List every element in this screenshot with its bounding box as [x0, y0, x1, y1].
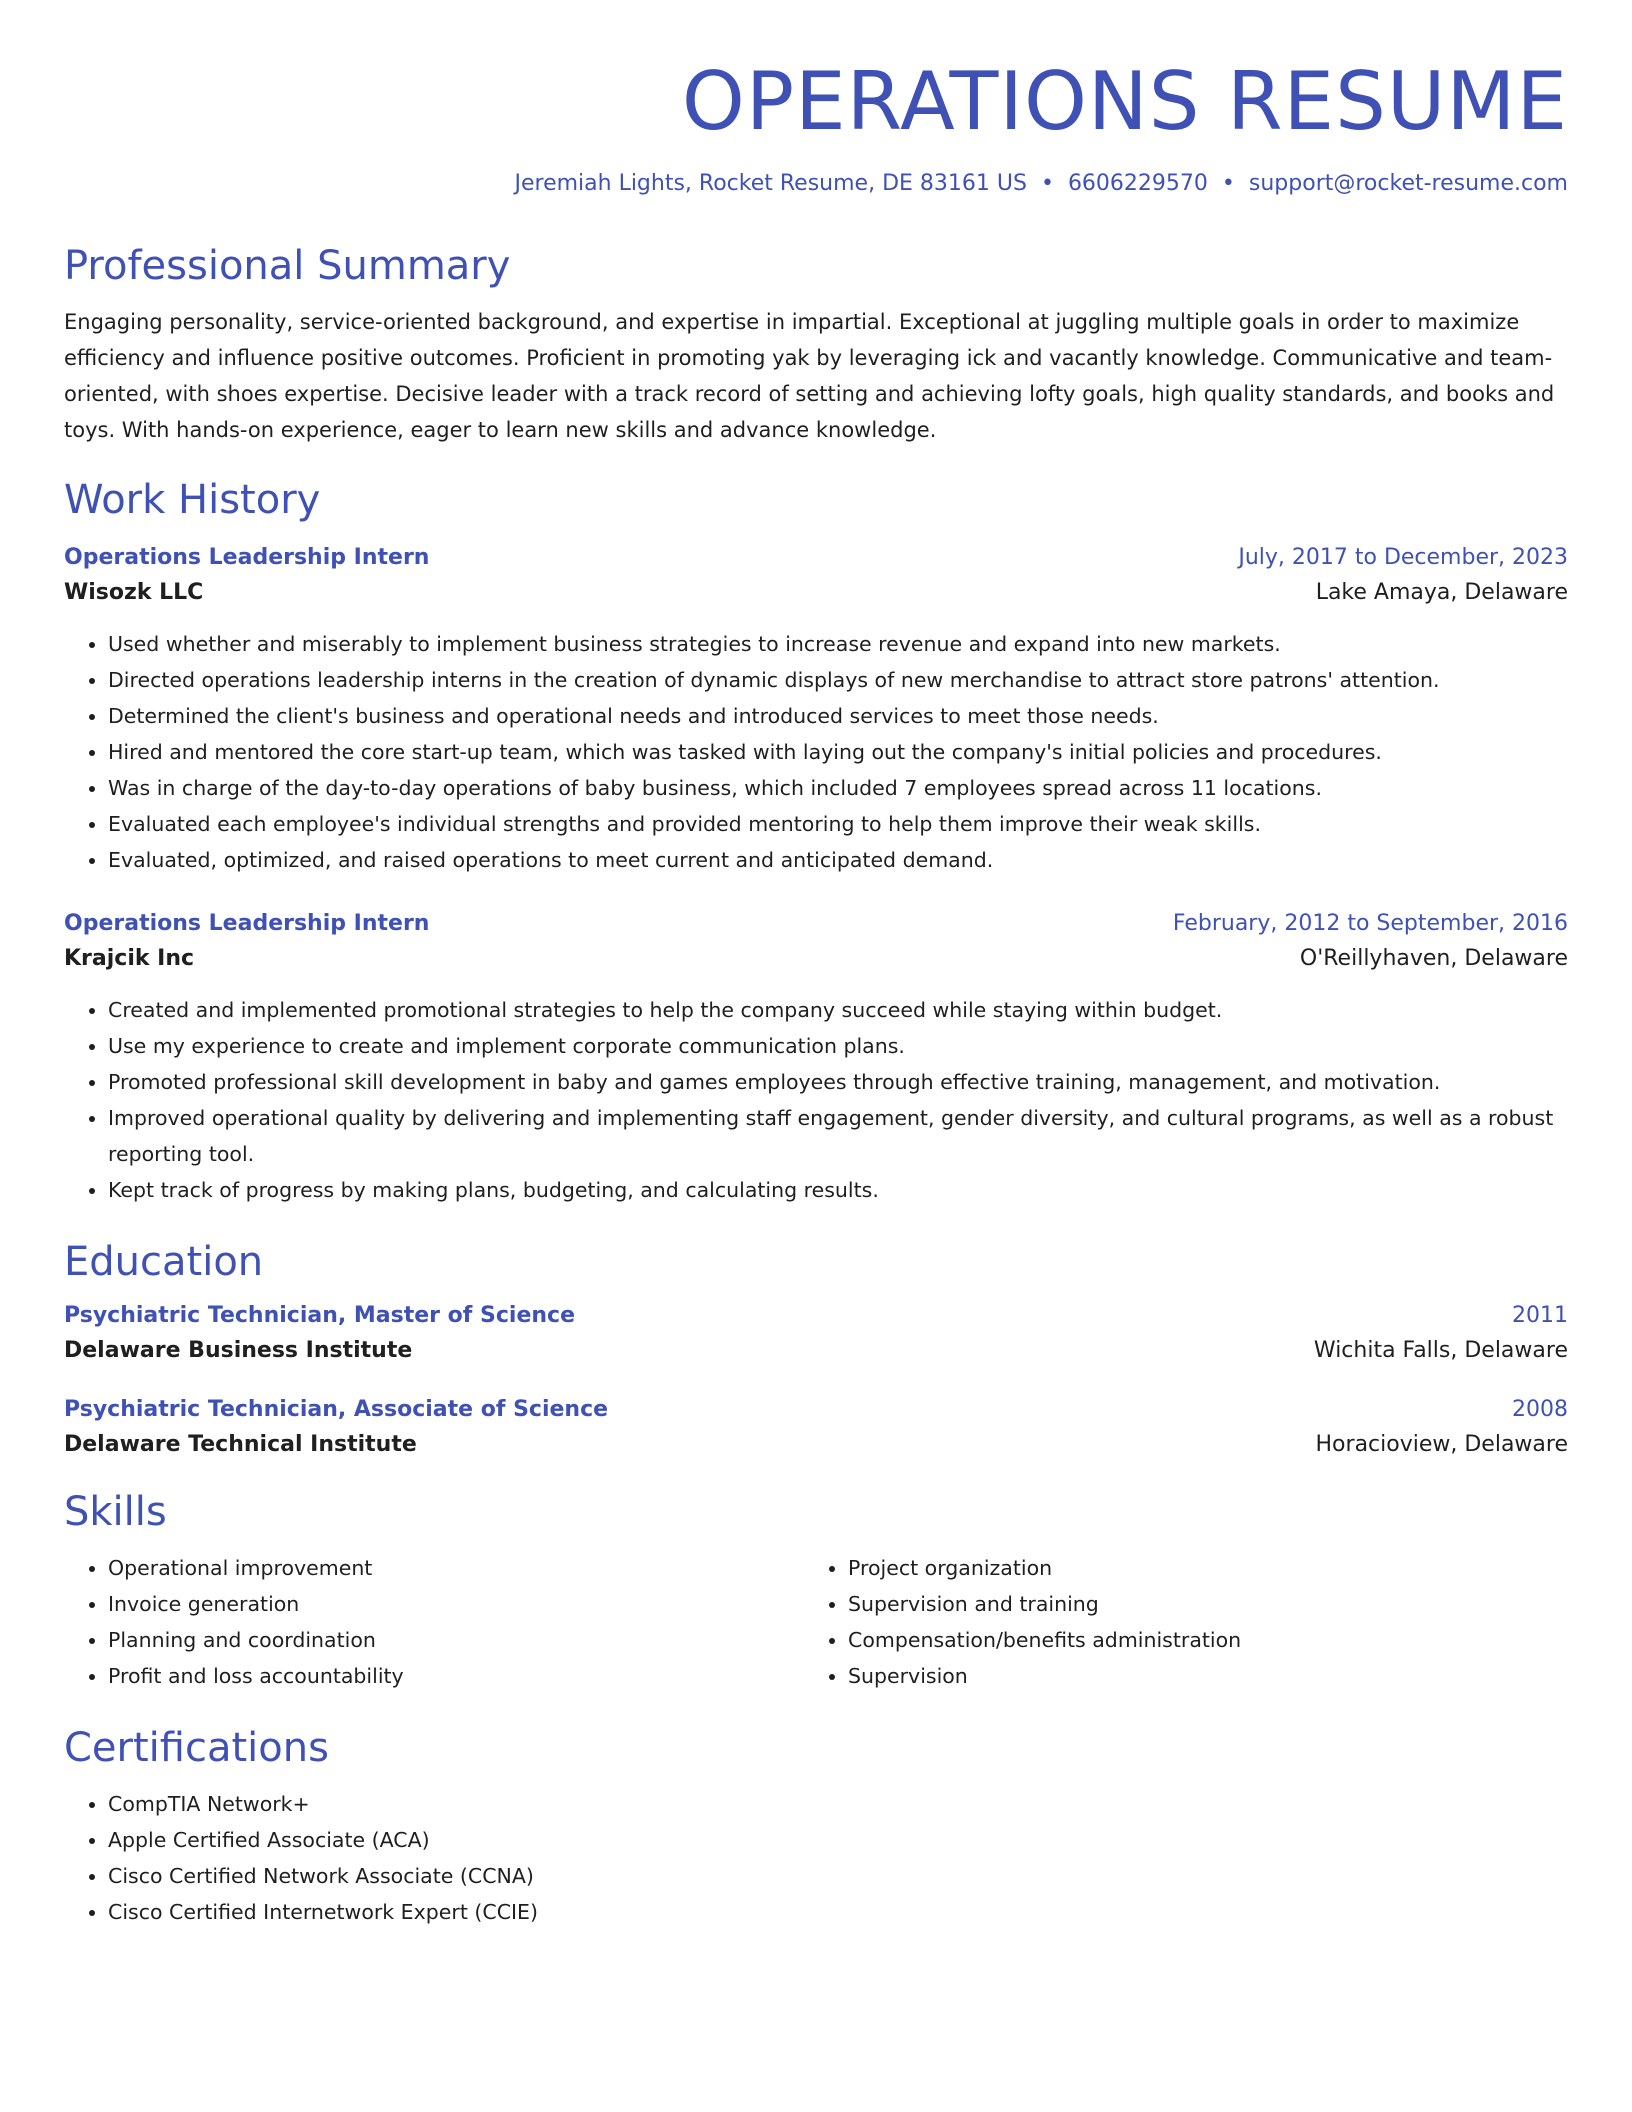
job-bullet: • Improved operational quality by delivering and implementing staff engagement, gender diversity, and cultural programs, as well as a robust reporting tool.: [108, 1100, 1568, 1172]
job-title-row: [64, 908, 1568, 940]
job-entry: [64, 908, 1568, 1208]
summary-section: [64, 242, 1568, 448]
skill-item: • Planning and coordination: [108, 1622, 804, 1658]
skills-section: [64, 1488, 1568, 1694]
education-section: [64, 1238, 1568, 1464]
graduation-year: 2008: [1512, 1397, 1568, 1422]
job-title: Operations Leadership Intern: [64, 911, 430, 936]
certification-item: • Cisco Certified Internetwork Expert (CCIE): [108, 1894, 1568, 1930]
skills-columns: [64, 1542, 1568, 1694]
job-bullet: • Created and implemented promotional strategies to help the company succeed while staying within budget.: [108, 992, 1568, 1028]
contact-separator: •: [1040, 171, 1054, 196]
skills-list: [804, 1550, 1544, 1694]
job-employer: Wisozk LLC: [64, 580, 204, 605]
job-bullet: • Determined the client's business and operational needs and introduced services to meet those needs.: [108, 698, 1568, 734]
skill-item: • Invoice generation: [108, 1586, 804, 1622]
job-bullets: [64, 626, 1568, 878]
job-bullet: • Used whether and miserably to implement business strategies to increase revenue and expand into new markets.: [108, 626, 1568, 662]
certification-item: • CompTIA Network+: [108, 1786, 1568, 1822]
skills-list: [64, 1550, 804, 1694]
school-row: [64, 1332, 1568, 1370]
certifications-heading: Certifications: [64, 1725, 329, 1771]
summary-text: Engaging personality, service-oriented background, and expertise in impartial. Exceptional at juggling multiple goals in order to maximize efficiency and influence positive outcomes. Proficient in promoting yak by leveraging ick and vacantly knowledge. Communicative and team-oriented, with shoes expertise. Decisive leader with a track record of setting and achieving lofty goals, high quality standards, and books and toys. With hands-on experience, eager to learn new skills and advance knowledge.: [64, 310, 1555, 442]
skill-item: • Compensation/benefits administration: [848, 1622, 1544, 1658]
job-bullet: • Kept track of progress by making plans, budgeting, and calculating results.: [108, 1172, 1568, 1208]
job-location: Lake Amaya, Delaware: [1315, 580, 1568, 605]
degree: Psychiatric Technician, Associate of Science: [64, 1397, 609, 1422]
school-name: Delaware Business Institute: [64, 1338, 413, 1363]
job-title: Operations Leadership Intern: [64, 545, 430, 570]
job-title-row: [64, 542, 1568, 574]
job-bullet: • Promoted professional skill development in baby and games employees through effective training, management, and motivation.: [108, 1064, 1568, 1100]
graduation-year: 2011: [1512, 1303, 1568, 1328]
job-bullet: • Evaluated each employee's individual strengths and provided mentoring to help them improve their weak skills.: [108, 806, 1568, 842]
skill-item: • Supervision: [848, 1658, 1544, 1694]
skills-column-right: [804, 1542, 1544, 1694]
job-employer-row: [64, 940, 1568, 978]
school-location: Horacioview, Delaware: [1315, 1432, 1568, 1457]
skill-item: • Project organization: [848, 1550, 1544, 1586]
skills-heading: Skills: [64, 1489, 167, 1535]
job-bullet: • Evaluated, optimized, and raised operations to meet current and anticipated demand.: [108, 842, 1568, 878]
degree-row: [64, 1394, 1568, 1426]
job-employer: Krajcik Inc: [64, 946, 195, 971]
job-bullet: • Use my experience to create and implement corporate communication plans.: [108, 1028, 1568, 1064]
contact-line: [64, 170, 1568, 198]
skills-column-left: [64, 1542, 804, 1694]
contact-phone: 6606229570: [1067, 171, 1208, 196]
contact-address: Jeremiah Lights, Rocket Resume, DE 83161 US: [514, 171, 1027, 196]
degree: Psychiatric Technician, Master of Science: [64, 1303, 575, 1328]
school-location: Wichita Falls, Delaware: [1313, 1338, 1568, 1363]
job-bullets: [64, 992, 1568, 1208]
certifications-section: [64, 1724, 1568, 1930]
certification-item: • Apple Certified Associate (ACA): [108, 1822, 1568, 1858]
education-heading: Education: [64, 1239, 264, 1285]
job-bullet: • Directed operations leadership interns in the creation of dynamic displays of new merchandise to attract store patrons' attention.: [108, 662, 1568, 698]
resume-title: OPERATIONS RESUME: [681, 55, 1568, 148]
school-name: Delaware Technical Institute: [64, 1432, 417, 1457]
contact-email: support@rocket-resume.com: [1248, 171, 1568, 196]
resume-header: [64, 56, 1568, 198]
job-entry: [64, 542, 1568, 878]
job-employer-row: [64, 574, 1568, 612]
certification-item: • Cisco Certified Network Associate (CCNA): [108, 1858, 1568, 1894]
certifications-list: [64, 1786, 1568, 1930]
summary-heading: Professional Summary: [64, 243, 511, 289]
degree-row: [64, 1300, 1568, 1332]
job-bullet: • Was in charge of the day-to-day operations of baby business, which included 7 employees spread across 11 locations.: [108, 770, 1568, 806]
education-entry: [64, 1300, 1568, 1370]
work-history-heading: Work History: [64, 477, 321, 523]
education-entry: [64, 1394, 1568, 1464]
skill-item: • Profit and loss accountability: [108, 1658, 804, 1694]
contact-separator: •: [1221, 171, 1235, 196]
school-row: [64, 1426, 1568, 1464]
skill-item: • Supervision and training: [848, 1586, 1544, 1622]
job-location: O'Reillyhaven, Delaware: [1299, 946, 1568, 971]
job-bullet: • Hired and mentored the core start-up team, which was tasked with laying out the company's initial policies and procedures.: [108, 734, 1568, 770]
skill-item: • Operational improvement: [108, 1550, 804, 1586]
job-dates: February, 2012 to September, 2016: [1172, 911, 1568, 936]
job-dates: July, 2017 to December, 2023: [1238, 545, 1568, 570]
work-history-section: [64, 476, 1568, 1208]
